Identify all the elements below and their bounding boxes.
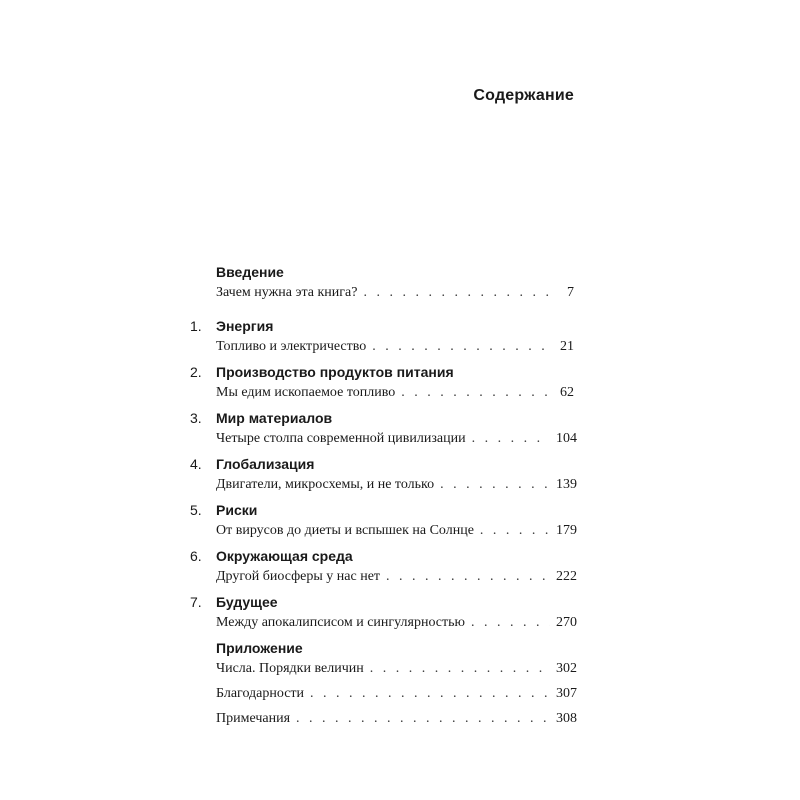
- dot-leader: [480, 520, 550, 542]
- section-heading[interactable]: Глобализация: [216, 456, 315, 472]
- dot-leader: [363, 282, 550, 304]
- dot-leader: [472, 428, 550, 450]
- toc-entry[interactable]: [216, 612, 577, 634]
- page-number: 302: [556, 661, 577, 676]
- section-number: 1.: [190, 318, 202, 334]
- entry-label: Другой биосферы у нас нет: [216, 569, 381, 584]
- entry-label: Топливо и электричество: [216, 339, 367, 354]
- section-number: 3.: [190, 410, 202, 426]
- toc-section-6: [190, 546, 577, 588]
- section-heading-row: [190, 262, 574, 282]
- section-heading[interactable]: Приложение: [216, 640, 303, 656]
- page-number: 104: [556, 431, 577, 446]
- section-number: 5.: [190, 502, 202, 518]
- section-number: 6.: [190, 548, 202, 564]
- section-heading-row: [190, 316, 574, 336]
- toc-entry[interactable]: [216, 520, 577, 542]
- entry-label: Примечания: [216, 711, 291, 726]
- entry-label: Зачем нужна эта книга?: [216, 285, 358, 300]
- section-heading[interactable]: Мир материалов: [216, 410, 333, 426]
- toc-entry[interactable]: [216, 683, 577, 705]
- section-heading[interactable]: Введение: [216, 264, 284, 280]
- section-number: 4.: [190, 456, 202, 472]
- section-heading-row: [190, 362, 574, 382]
- toc-entry[interactable]: [216, 658, 577, 680]
- page-title: Содержание: [473, 87, 574, 104]
- dot-leader: [296, 708, 550, 730]
- toc-entry[interactable]: [216, 336, 574, 358]
- dot-leader: [401, 382, 550, 404]
- table-of-contents: [190, 262, 577, 730]
- page-number: 21: [560, 339, 574, 354]
- entry-label: Числа. Порядки величин: [216, 661, 364, 676]
- page-number: 179: [556, 523, 577, 538]
- page-number: 308: [556, 711, 577, 726]
- entry-label: От вирусов до диеты и вспышек на Солнце: [216, 523, 474, 538]
- section-heading-row: [190, 454, 574, 474]
- toc-section-7: [190, 592, 577, 634]
- page-number: 62: [560, 385, 574, 400]
- section-heading[interactable]: Будущее: [216, 594, 278, 610]
- toc-section-4: [190, 454, 577, 496]
- toc-entry[interactable]: [216, 566, 577, 588]
- section-heading[interactable]: Риски: [216, 502, 258, 518]
- entry-label: Мы едим ископаемое топливо: [216, 385, 396, 400]
- section-number: 7.: [190, 594, 202, 610]
- toc-entry[interactable]: [216, 382, 574, 404]
- page-number: 222: [556, 569, 577, 584]
- entry-label: Четыре столпа современной цивилизации: [216, 431, 466, 446]
- toc-entry[interactable]: [216, 474, 577, 496]
- entry-label: Благодарности: [216, 686, 305, 701]
- section-heading-row: [190, 638, 574, 658]
- dot-leader: [372, 336, 550, 358]
- section-heading-row: [190, 500, 574, 520]
- page-number: 139: [556, 477, 577, 492]
- toc-entry[interactable]: [216, 428, 577, 450]
- section-heading[interactable]: Окружающая среда: [216, 548, 353, 564]
- page-number: 307: [556, 686, 577, 701]
- page-number: 270: [556, 615, 577, 630]
- section-heading-row: [190, 546, 574, 566]
- toc-section-intro: [190, 262, 574, 304]
- section-heading-row: [190, 592, 574, 612]
- entry-label: Между апокалипсисом и сингулярностью: [216, 615, 465, 630]
- page-number: 7: [567, 285, 574, 300]
- toc-entry[interactable]: [216, 708, 577, 730]
- toc-entry[interactable]: [216, 282, 574, 304]
- section-heading[interactable]: Производство продуктов питания: [216, 364, 454, 380]
- entry-label: Двигатели, микросхемы, и не только: [216, 477, 435, 492]
- toc-section-3: [190, 408, 577, 450]
- section-heading-row: [190, 408, 574, 428]
- section-number: 2.: [190, 364, 202, 380]
- toc-section-appendix: [190, 638, 577, 730]
- toc-section-2: [190, 362, 574, 404]
- dot-leader: [370, 658, 550, 680]
- dot-leader: [440, 474, 550, 496]
- dot-leader: [310, 683, 550, 705]
- dot-leader: [386, 566, 550, 588]
- toc-section-5: [190, 500, 577, 542]
- toc-section-1: [190, 316, 574, 358]
- dot-leader: [471, 612, 550, 634]
- section-heading[interactable]: Энергия: [216, 318, 274, 334]
